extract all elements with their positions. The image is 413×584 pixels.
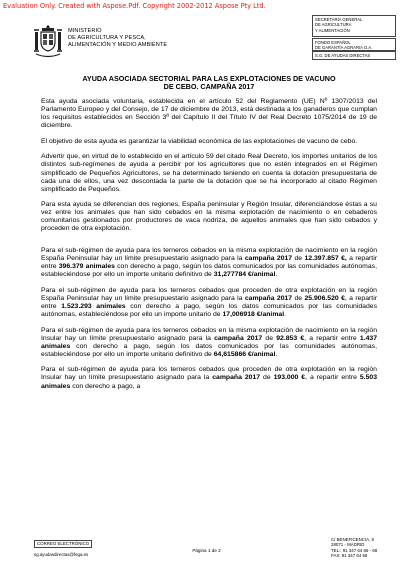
box-line: SECRETARÍA GENERAL <box>315 17 363 22</box>
fega-box <box>312 38 396 51</box>
spanish-coat-of-arms-logo <box>33 24 63 58</box>
paragraph-regions: Para esta ayuda se diferencian dos regiones, España peninsular y Región Insular, diferenciándose éstas a su vez entre los animales que han sido cebados en la misma explotación de nacimiento o en cebaderos comunitarios gestionados por productores de vaca nodriza, de aquellos animales que han sido cebados y proceden de otra explotación. <box>41 201 377 233</box>
email-label-box: CORREO ELECTRÓNICO <box>34 540 92 548</box>
address-line: TEL.: 91 347 64 66 - 68 <box>331 547 378 553</box>
paragraph-intro: Esta ayuda asociada voluntaria, establecida en el artículo 52 del Reglamento (UE) Nº 1307/2013 del Parlamento Europeo y del Consejo, de 17 de diciembre de 2013, está destinada a los ganaderos que cumplan los requisitos establecidos en Sección 3ª del Capítulo II del Título IV del Real Decreto 1075/2014 de 19 de diciembre. <box>41 98 377 130</box>
paragraph-objective: El objetivo de esta ayuda es garantizar la viabilidad económica de las explotaciones de vacuno de cebo. <box>41 137 358 145</box>
document-title <box>41 75 377 91</box>
paragraph-insular-other-farm: Para el sub-régimen de ayuda para los terneros cebados que proceden de otra explotación en la región Insular hay un límite presupuestario asignado para la campaña 2017 de 193.000 €, a repartir entre 5.503 animales con derecho a pago, a <box>41 366 378 390</box>
ministry-line: DE AGRICULTURA Y PESCA, <box>68 35 146 42</box>
title-line: AYUDA ASOCIADA SECTORIAL PARA LAS EXPLOTACIONES DE VACUNO <box>82 74 336 83</box>
paragraph-insular-same-farm: Para el sub-régimen de ayuda para los terneros cebados en la misma explotación de nacimiento en la región Insular hay un límite presupuestario asignado para la campaña 2017 de 92.853 €, a repartir entre 1.437 animales con derecho a pago, según los datos comunicados por las comunidades autónomas, estableciéndose por ello un importe unitario definitivo de 64,615866 €/animal. <box>41 326 378 358</box>
address-line: C/ BENEFICENCIA, 8 <box>331 537 374 542</box>
ministry-line: ALIMENTACIÓN Y MEDIO AMBIENTE <box>68 42 168 49</box>
address-line: 28071 - MADRID <box>331 542 365 548</box>
title-line: DE CEBO. CAMPAÑA 2017 <box>163 82 255 92</box>
email-address[interactable]: sg.ayudasdirectas@fega.es <box>34 552 89 557</box>
paragraph-peninsular-other-farm: Para el sub-régimen de ayuda para los terneros cebados que proceden de otra explotación en la región España Peninsular hay un límite presupuestario asignado para la campaña 2017 de 25.906.520 €, a repartir entre 1.523.293 animales con derecho a pago, según los datos comunicados por las comunidades autónomas, estableciéndose por ello un importe unitario de 17,006918 €/animal. <box>41 287 377 319</box>
ministry-name <box>68 28 167 50</box>
ministry-line: MINISTERIO <box>68 28 102 34</box>
paragraph-peninsular-same-farm: Para el sub-régimen de ayuda para los terneros cebados en la misma explotación de nacimiento en la región España Peninsular hay un límite presupuestario asignado para la campaña 2017 de 12.397.857 €, a repartir entre 396.379 animales con derecho a pago, según los datos comunicados por las comunidades autónomas, estableciéndose por ello un importe unitario definitivo de 31,277784 €/animal. <box>41 247 377 279</box>
secretaria-box <box>312 15 396 37</box>
box-line: DE AGRICULTURA <box>315 22 352 28</box>
box-line: FONDO ESPAÑOL <box>315 40 351 45</box>
sg-ayudas-box <box>312 51 396 60</box>
footer-address <box>331 537 377 559</box>
box-line: Y ALIMENTACIÓN <box>315 27 350 33</box>
address-line: FAX: 91 347 64 65 <box>331 553 368 559</box>
page-number: Página 1 de 2 <box>192 548 221 553</box>
paragraph-warning: Advertir que, en virtud de lo establecido en el artículo 59 del citado Real Decreto, los importes unitarios de los distintos sub-regímenes de ayuda a percibir por los agricultores que no estén integrados en el Régimen simplificado de Pequeños Agricultores, se ha determinado teniendo en cuenta la dotación presupuestaria de cada una de ellos, una vez descontada la parte de la dotación que se ha incorporado al citado Régimen simplificado de Pequeños. <box>41 153 377 193</box>
box-line: S.G. DE AYUDAS DIRECTAS <box>315 53 371 58</box>
evaluation-watermark: Evaluation Only. Created with Aspose.Pdf. Copyright 2002-2012 Aspose Pty Ltd. <box>3 2 266 10</box>
document-body <box>41 75 377 398</box>
box-line: DE GARANTÍA AGRARIA O.A. <box>315 45 373 51</box>
